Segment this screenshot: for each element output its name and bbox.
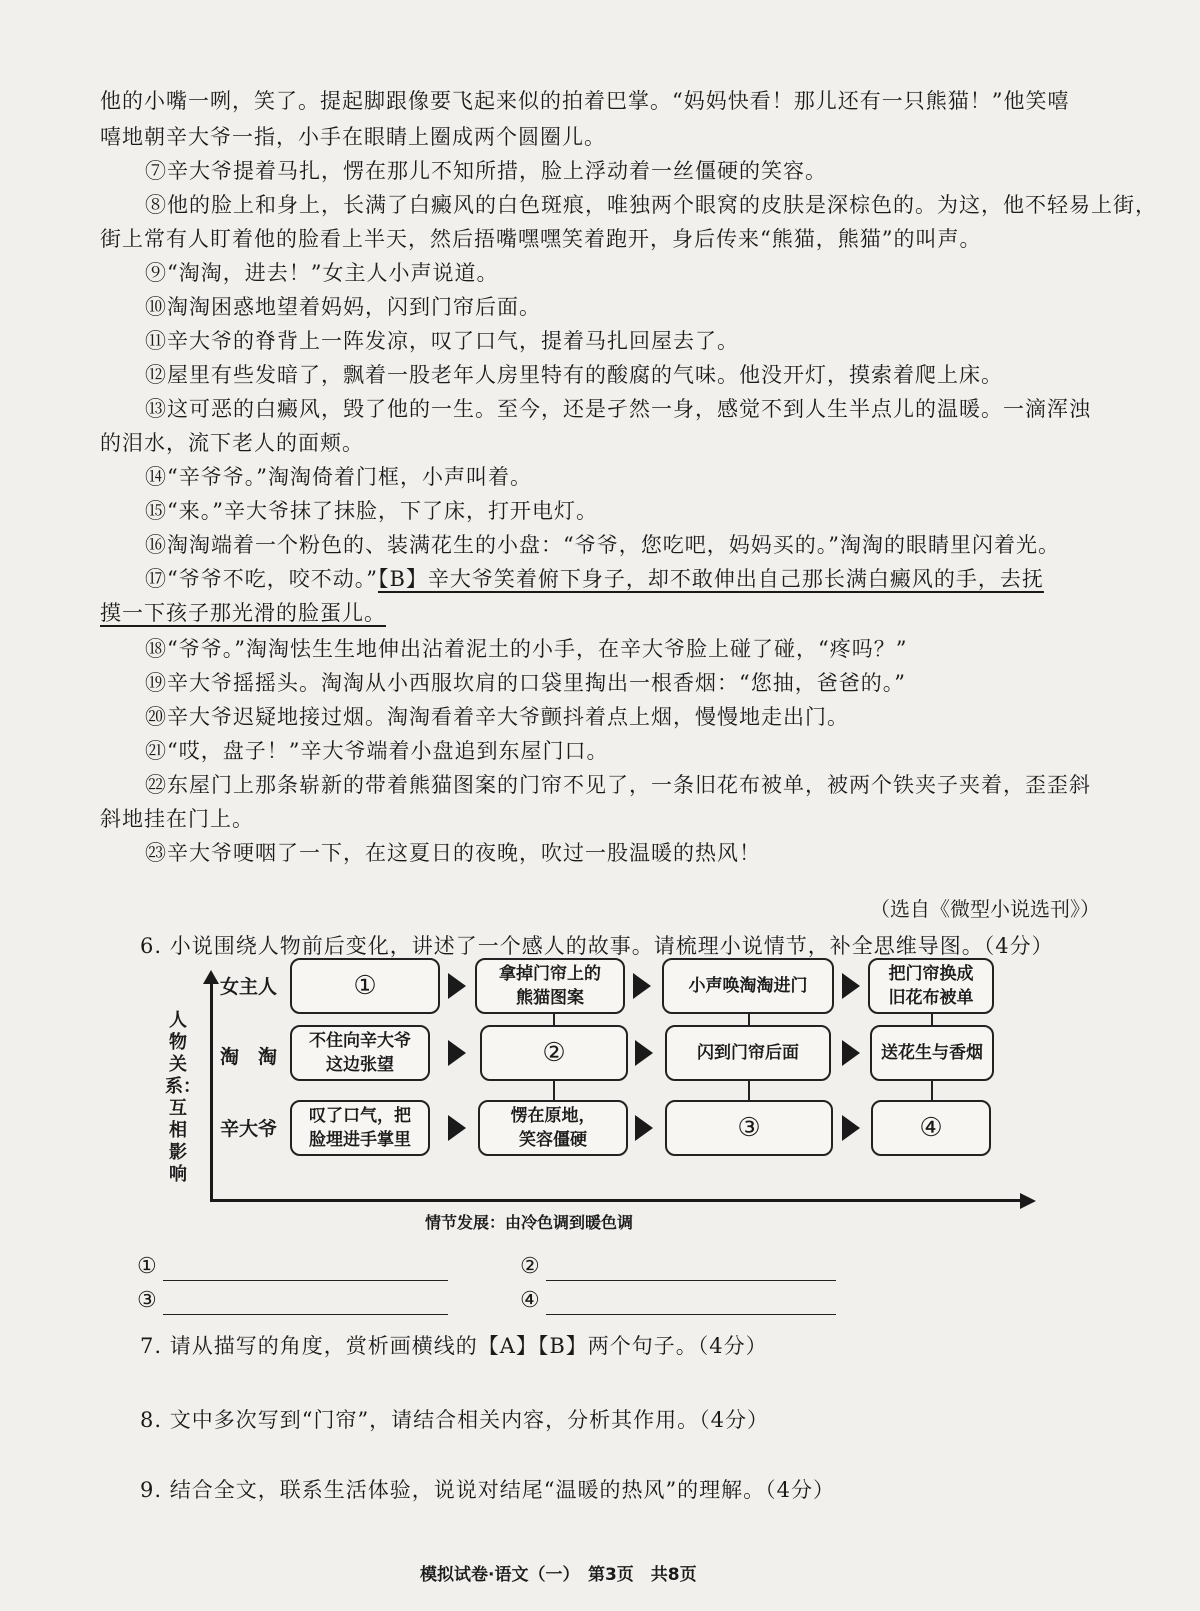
- map-box-grandpa-2: 愣在原地， 笑容僵硬: [478, 1100, 628, 1156]
- sentence-b-underlined: 【B】辛大爷笑着俯下身子，却不敢伸出自己那长满白癜风的手，去抚: [377, 567, 1044, 591]
- map-box-grandpa-1: 叹了口气，把 脸埋进手掌里: [290, 1100, 430, 1156]
- page-footer: 模拟试卷·语文（一） 第3页 共8页: [420, 1565, 697, 1585]
- map-box-taotao-2: ②: [480, 1025, 628, 1081]
- map-box-hostess-2: 拿掉门帘上的 熊猫图案: [475, 958, 625, 1014]
- question-9: 9. 结合全文，联系生活体验，说说对结尾“温暖的热风”的理解。（4分）: [140, 1478, 836, 1502]
- map-box-hostess-1: ①: [290, 958, 440, 1014]
- row-label-grandpa-xin: 辛大爷: [220, 1118, 278, 1140]
- flow-arrow-icon: [633, 973, 651, 999]
- map-box-hostess-4: 把门帘换成 旧花布被单: [868, 958, 994, 1014]
- paragraph-13: ⑬这可恶的白癜风，毁了他的一生。至今，还是孑然一身，感觉不到人生半点儿的温暖。一滴浑浊: [145, 397, 1091, 421]
- question-6: 6. 小说围绕人物前后变化，讲述了一个感人的故事。请梳理小说情节，补全思维导图。（4分）: [140, 934, 1054, 958]
- paragraph-15: ⑮“来。”辛大爷抹了抹脸，下了床，打开电灯。: [145, 499, 598, 523]
- story-line: [100, 596, 1130, 630]
- story-line: 嘻地朝辛大爷一指，小手在眼睛上圈成两个圆圈儿。: [100, 125, 606, 149]
- flow-arrow-icon: [448, 973, 466, 999]
- flow-arrow-icon: [842, 973, 860, 999]
- answer-line-2[interactable]: [546, 1280, 836, 1281]
- source-citation: （选自《微型小说选刊》）: [870, 897, 1100, 921]
- answer-blank-label-4: ④: [520, 1288, 540, 1313]
- paragraph-12: ⑫屋里有些发暗了，飘着一股老年人房里特有的酸腐的气味。他没开灯，摸索着爬上床。: [145, 363, 1003, 387]
- story-line: 斜地挂在门上。: [100, 807, 254, 831]
- map-box-grandpa-4: ④: [871, 1100, 991, 1156]
- answer-blank-label-3: ③: [137, 1288, 157, 1313]
- flow-arrow-icon: [635, 1115, 653, 1141]
- question-8: 8. 文中多次写到“门帘”，请结合相关内容，分析其作用。（4分）: [140, 1408, 770, 1432]
- paragraph-8: ⑧他的脸上和身上，长满了白癜风的白色斑痕，唯独两个眼窝的皮肤是深棕色的。为这，他不轻易上街，: [145, 193, 1157, 217]
- row-label-hostess: 女主人: [220, 976, 278, 998]
- map-box-hostess-3: 小声唤淘淘进门: [662, 958, 834, 1014]
- flow-arrow-icon: [448, 1040, 466, 1066]
- paragraph-17: [145, 562, 1175, 596]
- question-7: 7. 请从描写的角度，赏析画横线的【A】【B】两个句子。（4分）: [140, 1334, 768, 1358]
- paragraph-16: ⑯淘淘端着一个粉色的、装满花生的小盘：“爷爷，您吃吧，妈妈买的。”淘淘的眼睛里闪着光。: [145, 533, 1060, 557]
- flow-arrow-icon: [842, 1115, 860, 1141]
- paragraph-7: ⑦辛大爷提着马扎，愣在那儿不知所措，脸上浮动着一丝僵硬的笑容。: [145, 159, 827, 183]
- horizontal-axis: [210, 1199, 1025, 1202]
- mind-map: [165, 964, 1045, 1240]
- map-box-taotao-1: 不住向辛大爷 这边张望: [290, 1025, 430, 1081]
- paragraph-22: ㉒东屋门上那条崭新的带着熊猫图案的门帘不见了，一条旧花布被单，被两个铁夹子夹着，歪歪斜: [145, 773, 1091, 797]
- vertical-axis: [210, 980, 213, 1202]
- vertical-axis-label: 人物关系：互相影响: [165, 1010, 201, 1185]
- map-box-grandpa-3: ③: [665, 1100, 833, 1156]
- paragraph-10: ⑩淘淘困惑地望着妈妈，闪到门帘后面。: [145, 295, 541, 319]
- row-label-taotao: 淘 淘: [220, 1046, 278, 1068]
- horizontal-axis-label: 情节发展：由冷色调到暖色调: [425, 1213, 634, 1232]
- answer-line-3[interactable]: [163, 1314, 448, 1315]
- connector-line: [748, 1081, 750, 1100]
- story-line: 他的小嘴一咧，笑了。提起脚跟像要飞起来似的拍着巴掌。“妈妈快看！那儿还有一只熊猫！”他笑嘻: [100, 89, 1070, 113]
- paragraph-11: ⑪辛大爷的脊背上一阵发凉，叹了口气，提着马扎回屋去了。: [145, 329, 739, 353]
- vertical-axis-arrow-icon: [203, 970, 219, 984]
- paragraph-9: ⑨“淘淘，进去！”女主人小声说道。: [145, 261, 499, 285]
- paragraph-18: ⑱“爷爷。”淘淘怯生生地伸出沾着泥土的小手，在辛大爷脸上碰了碰，“疼吗？”: [145, 637, 908, 661]
- map-box-taotao-4: 送花生与香烟: [870, 1025, 994, 1081]
- connector-line: [931, 1081, 933, 1100]
- connector-line: [553, 1014, 555, 1025]
- paragraph-14: ⑭“辛爷爷。”淘淘倚着门框，小声叫着。: [145, 465, 532, 489]
- flow-arrow-icon: [635, 1040, 653, 1066]
- story-line: 街上常有人盯着他的脸看上半天，然后捂嘴嘿嘿笑着跑开，身后传来“熊猫，熊猫”的叫声。: [100, 227, 982, 251]
- paragraph-20: ⑳辛大爷迟疑地接过烟。淘淘看着辛大爷颤抖着点上烟，慢慢地走出门。: [145, 705, 849, 729]
- answer-line-4[interactable]: [546, 1314, 836, 1315]
- flow-arrow-icon: [448, 1115, 466, 1141]
- answer-blank-label-1: ①: [137, 1254, 157, 1279]
- answer-line-1[interactable]: [163, 1280, 448, 1281]
- sentence-b-underlined-cont: 摸一下孩子那光滑的脸蛋儿。: [100, 601, 386, 625]
- flow-arrow-icon: [842, 1040, 860, 1066]
- paragraph-21: ㉑“哎，盘子！”辛大爷端着小盘追到东屋门口。: [145, 739, 609, 763]
- paragraph-23: ㉓辛大爷哽咽了一下，在这夏日的夜晚，吹过一股温暖的热风！: [145, 841, 761, 865]
- answer-blank-label-2: ②: [520, 1254, 540, 1279]
- map-box-taotao-3: 闪到门帘后面: [665, 1025, 831, 1081]
- connector-line: [553, 1081, 555, 1100]
- connector-line: [931, 1014, 933, 1025]
- horizontal-axis-arrow-icon: [1020, 1193, 1036, 1209]
- story-line: 的泪水，流下老人的面颊。: [100, 431, 364, 455]
- connector-line: [748, 1014, 750, 1025]
- paragraph-19: ⑲辛大爷摇摇头。淘淘从小西服坎肩的口袋里掏出一根香烟：“您抽，爸爸的。”: [145, 671, 906, 695]
- p17-prefix: ⑰“爷爷不吃，咬不动。”: [145, 567, 378, 591]
